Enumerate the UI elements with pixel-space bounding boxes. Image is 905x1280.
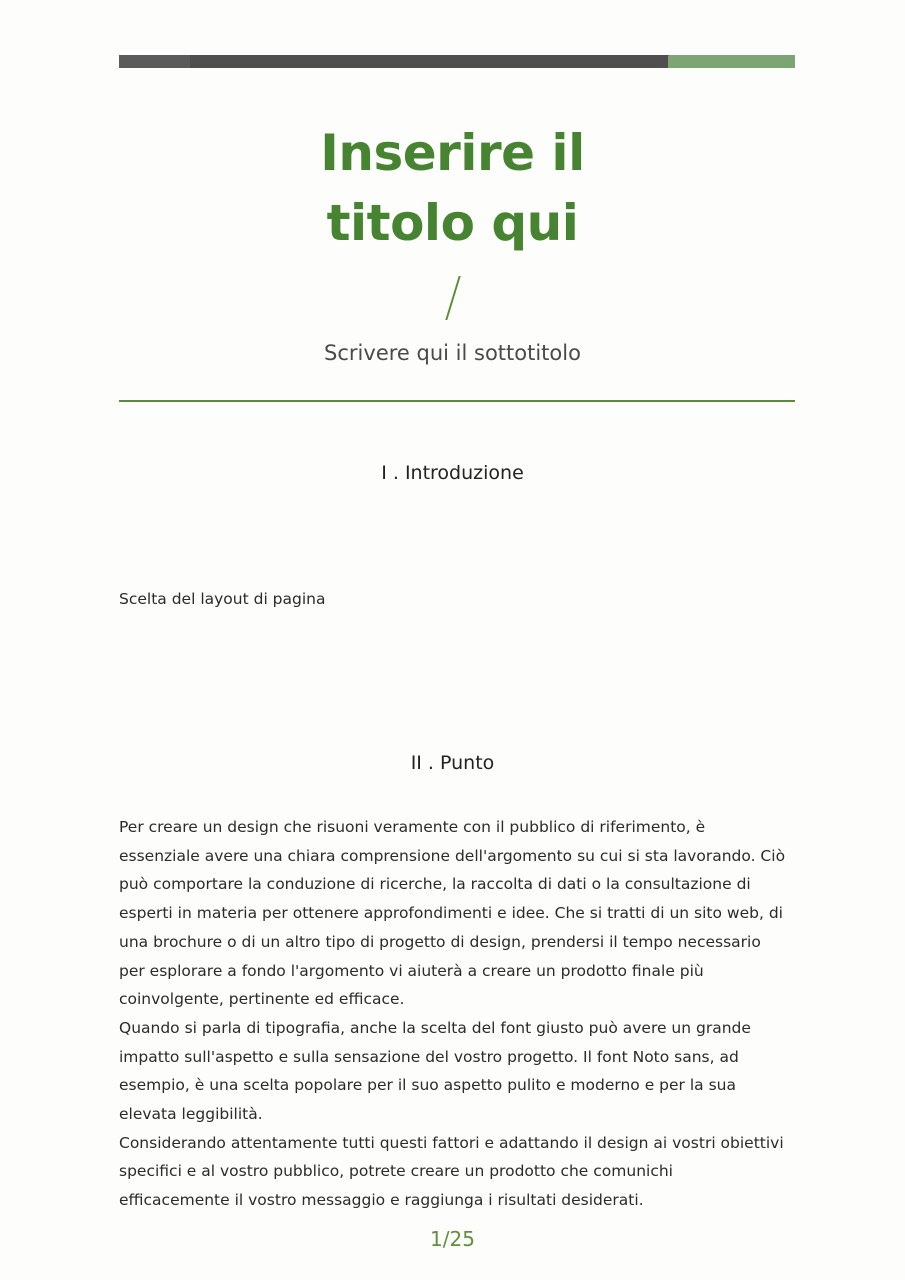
header-bar-segment-dark-left	[119, 55, 190, 68]
section-introduzione	[0, 459, 905, 614]
title-divider	[0, 276, 905, 328]
paragraph: Considerando attentamente tutti questi fattori e adattando il design ai vostri obiettivi specifici e al vostro pubblico, potrete creare un prodotto che comunichi efficacemente il vostro messaggio e raggiunga i risultati desiderati.	[119, 1133, 784, 1210]
paragraph: Scelta del layout di pagina	[119, 590, 326, 608]
paragraph: Quando si parla di tipografia, anche la scelta del font giusto può avere un grande impatto sull'aspetto e sulla sensazione del vostro progetto. Il font Noto sans, ad esempio, è una scelta popolare per il suo aspetto pulito e moderno e per la sua elevata leggibilità.	[119, 1018, 751, 1124]
header-bar-segment-dark-main	[190, 55, 668, 68]
section-punto	[0, 749, 905, 1215]
section-heading-introduzione: I . Introduzione	[381, 462, 524, 484]
page-number: 1/25	[430, 1227, 475, 1251]
section-body-introduzione	[0, 585, 905, 614]
horizontal-rule	[119, 400, 795, 402]
header-bar-segment-green	[668, 55, 795, 68]
document-subtitle: Scrivere qui il sottotitolo	[324, 341, 581, 365]
paragraph: Per creare un design che risuoni veramente con il pubblico di riferimento, è essenziale avere una chiara comprensione dell'argomento su cui si sta lavorando. Ciò può comportare la conduzione di ricerche, la raccolta di dati o la consultazione di esperti in materia per ottenere approfondimenti e idee. Che si tratti di un sito web, di una brochure o di un altro tipo di progetto di design, prendersi il tempo necessario per esplorare a fondo l'argomento vi aiuterà a creare un prodotto finale più coinvolgente, pertinente ed efficace.	[119, 818, 786, 1009]
document-title-line-1: Inserire il	[320, 124, 585, 182]
document-title	[0, 118, 905, 258]
slash-icon	[445, 276, 460, 320]
header-decorative-bar	[119, 55, 795, 68]
document-title-line-2: titolo qui	[326, 194, 579, 252]
section-heading-punto: II . Punto	[410, 752, 495, 774]
section-body-punto	[0, 813, 905, 1215]
